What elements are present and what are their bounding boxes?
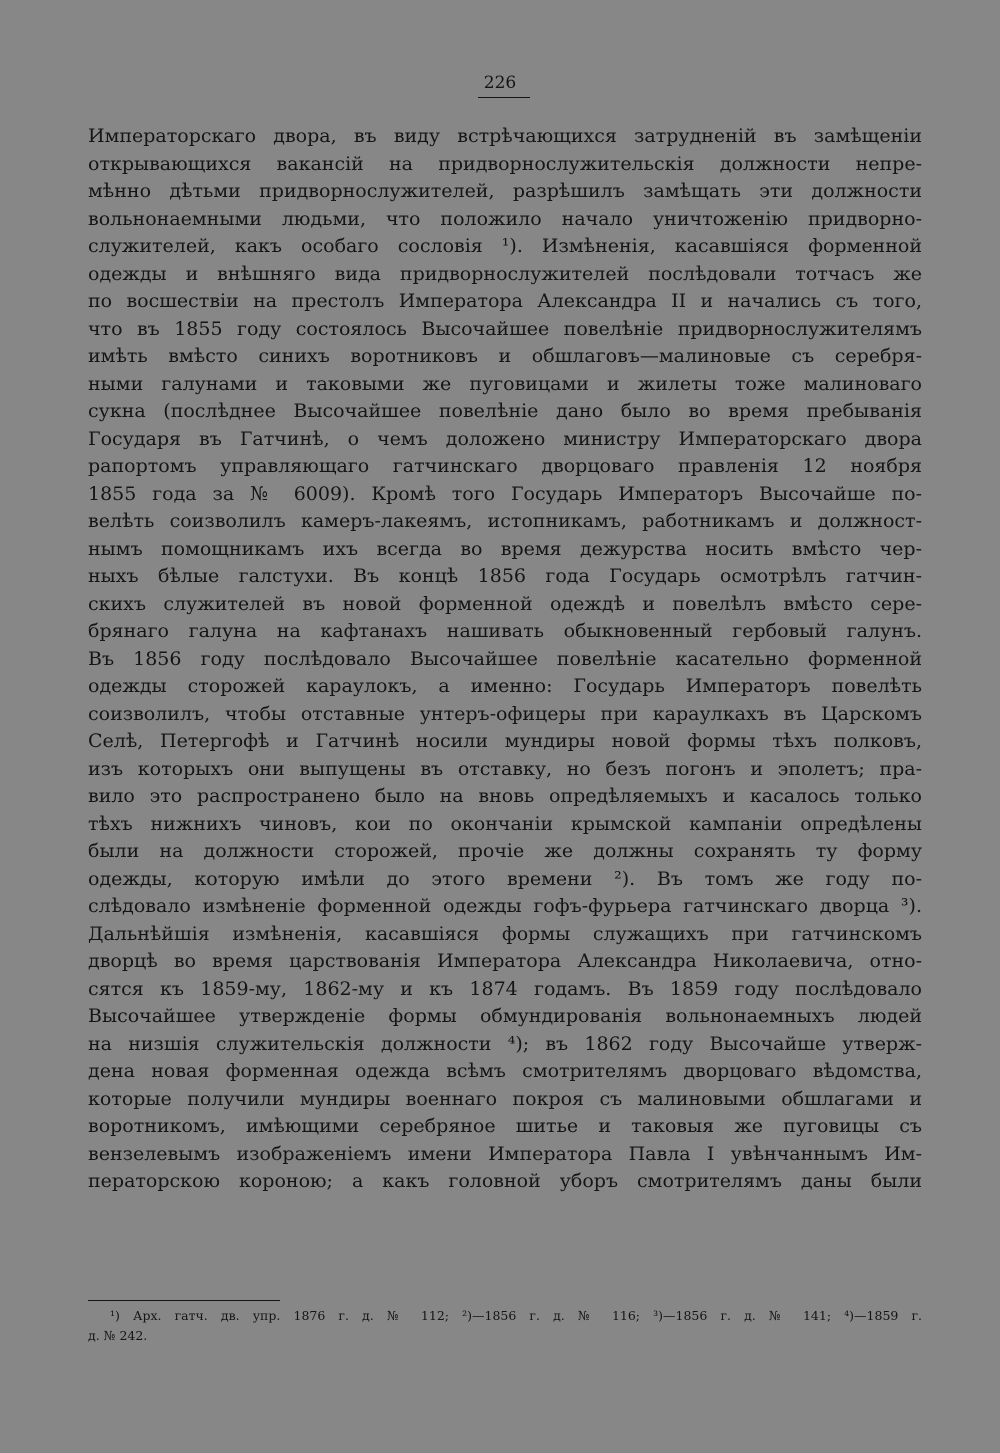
text-line: рапортомъ управляющаго гатчинскаго дворцоваго правленія 12 ноября — [88, 455, 922, 477]
text-line: что въ 1855 году состоялось Высочайшее повелѣніе придворнослужителямъ — [88, 317, 922, 340]
text-line: дена новая форменная одежда всѣмъ смотрителямъ дворцоваго вѣдомства, — [88, 1060, 922, 1082]
text-line: Императорскаго двора, въ виду встрѣчающихся затрудненій въ замѣщеніи — [88, 125, 922, 147]
text-line: на низшія служительскія должности ⁴); въ 1862 году Высочайше утверж- — [88, 1032, 922, 1055]
footnote-line: д. № 242. — [88, 1328, 148, 1343]
text-line: ныхъ бѣлые галстухи. Въ концѣ 1856 года Государь осмотрѣлъ гатчин- — [88, 565, 922, 587]
text-line: нымъ помощникамъ ихъ всегда во время дежурства носить вмѣсто чер- — [88, 537, 922, 560]
text-line: ными галунами и таковыми же пуговицами и жилеты тоже малиноваго — [88, 372, 922, 395]
page-number: 226 — [483, 73, 517, 93]
text-line: были на должности сторожей, прочіе же должны сохранять ту форму — [88, 840, 922, 862]
text-line: одежды и внѣшняго вида придворнослужителей послѣдовали тотчасъ же — [88, 262, 922, 285]
text-line: вольнонаемными людьми, что положило начало уничтоженію придворно- — [88, 207, 922, 230]
text-line: Въ 1856 году послѣдовало Высочайшее повелѣніе касательно форменной — [88, 647, 922, 670]
text-line: тѣхъ нижнихъ чиновъ, кои по окончаніи крымской кампаніи опредѣлены — [88, 812, 922, 835]
text-line: скихъ служителей въ новой форменной одеждѣ и повелѣлъ вмѣсто сере- — [88, 592, 922, 615]
text-line: 1855 года за № 6009). Кромѣ того Государь Императоръ Высочайше по- — [88, 482, 922, 505]
footnote-separator — [88, 1300, 280, 1301]
text-line: воротникомъ, имѣющими серебряное шитье и таковыя же пуговицы съ — [88, 1115, 922, 1137]
text-line: одежды сторожей караулокъ, а именно: Государь Императоръ повелѣть — [88, 675, 922, 697]
text-line: Дальнѣйшія измѣненія, касавшіяся формы служащихъ при гатчинскомъ — [88, 922, 922, 945]
text-line: Высочайшее утвержденіе формы обмундированія вольнонаемныхъ людей — [88, 1005, 922, 1027]
text-line: изъ которыхъ они выпущены въ отставку, но безъ погонъ и эполетъ; пра- — [88, 757, 922, 780]
text-line: сятся къ 1859-му, 1862-му и къ 1874 годамъ. Въ 1859 году послѣдовало — [88, 977, 922, 1000]
page-number-underline — [478, 97, 530, 98]
text-line: сукна (послѣднее Высочайшее повелѣніе дано было во время пребыванія — [88, 400, 922, 422]
text-line: по восшествіи на престолъ Императора Александра II и начались съ того, — [88, 290, 922, 312]
text-line: вензелевымъ изображеніемъ имени Императора Павла I увѣнчаннымъ Им- — [88, 1142, 922, 1165]
text-line: служителей, какъ особаго сословія ¹). Измѣненія, касавшіяся форменной — [88, 235, 922, 257]
text-line: одежды, которую имѣли до этого времени ²). Въ томъ же году по- — [88, 867, 922, 890]
text-line: ператорскою короною; а какъ головной уборъ смотрителямъ даны были — [88, 1170, 922, 1192]
text-line: вило это распространено было на вновь опредѣляемыхъ и касалось только — [88, 785, 922, 807]
text-line: дворцѣ во время царствованія Императора Александра Николаевича, отно- — [88, 950, 922, 972]
text-line: слѣдовало измѣненіе форменной одежды гофъ-фурьера гатчинскаго дворца ³). — [88, 895, 922, 917]
footnotes — [88, 1306, 922, 1346]
footnote-line: ¹) Арх. гатч. дв. упр. 1876 г. д. № 112; ²)—1856 г. д. № 116; ³)—1856 г. д. № 141; ⁴)—1859 г. — [110, 1308, 922, 1323]
text-line: которые получили мундиры военнаго покроя съ малиновыми обшлагами и — [88, 1087, 922, 1110]
text-line: имѣть вмѣсто синихъ воротниковъ и обшлаговъ—малиновые съ серебря- — [88, 345, 922, 367]
text-line: мѣнно дѣтьми придворнослужителей, разрѣшилъ замѣщать эти должности — [88, 180, 922, 202]
text-line: велѣть соизволилъ камеръ-лакеямъ, истопникамъ, работникамъ и должност- — [88, 510, 922, 532]
text-line: открывающихся вакансій на придворнослужительскія должности непре- — [88, 152, 922, 175]
text-line: соизволилъ, чтобы отставные унтеръ-офицеры при караулкахъ въ Царскомъ — [88, 702, 922, 725]
text-line: Государя въ Гатчинѣ, о чемъ доложено министру Императорскаго двора — [88, 427, 922, 450]
text-line: брянаго галуна на кафтанахъ нашивать обыкновенный гербовый галунъ. — [88, 620, 922, 642]
text-line: Селѣ, Петергофѣ и Гатчинѣ носили мундиры новой формы тѣхъ полковъ, — [88, 730, 922, 752]
body-text — [88, 123, 922, 1196]
